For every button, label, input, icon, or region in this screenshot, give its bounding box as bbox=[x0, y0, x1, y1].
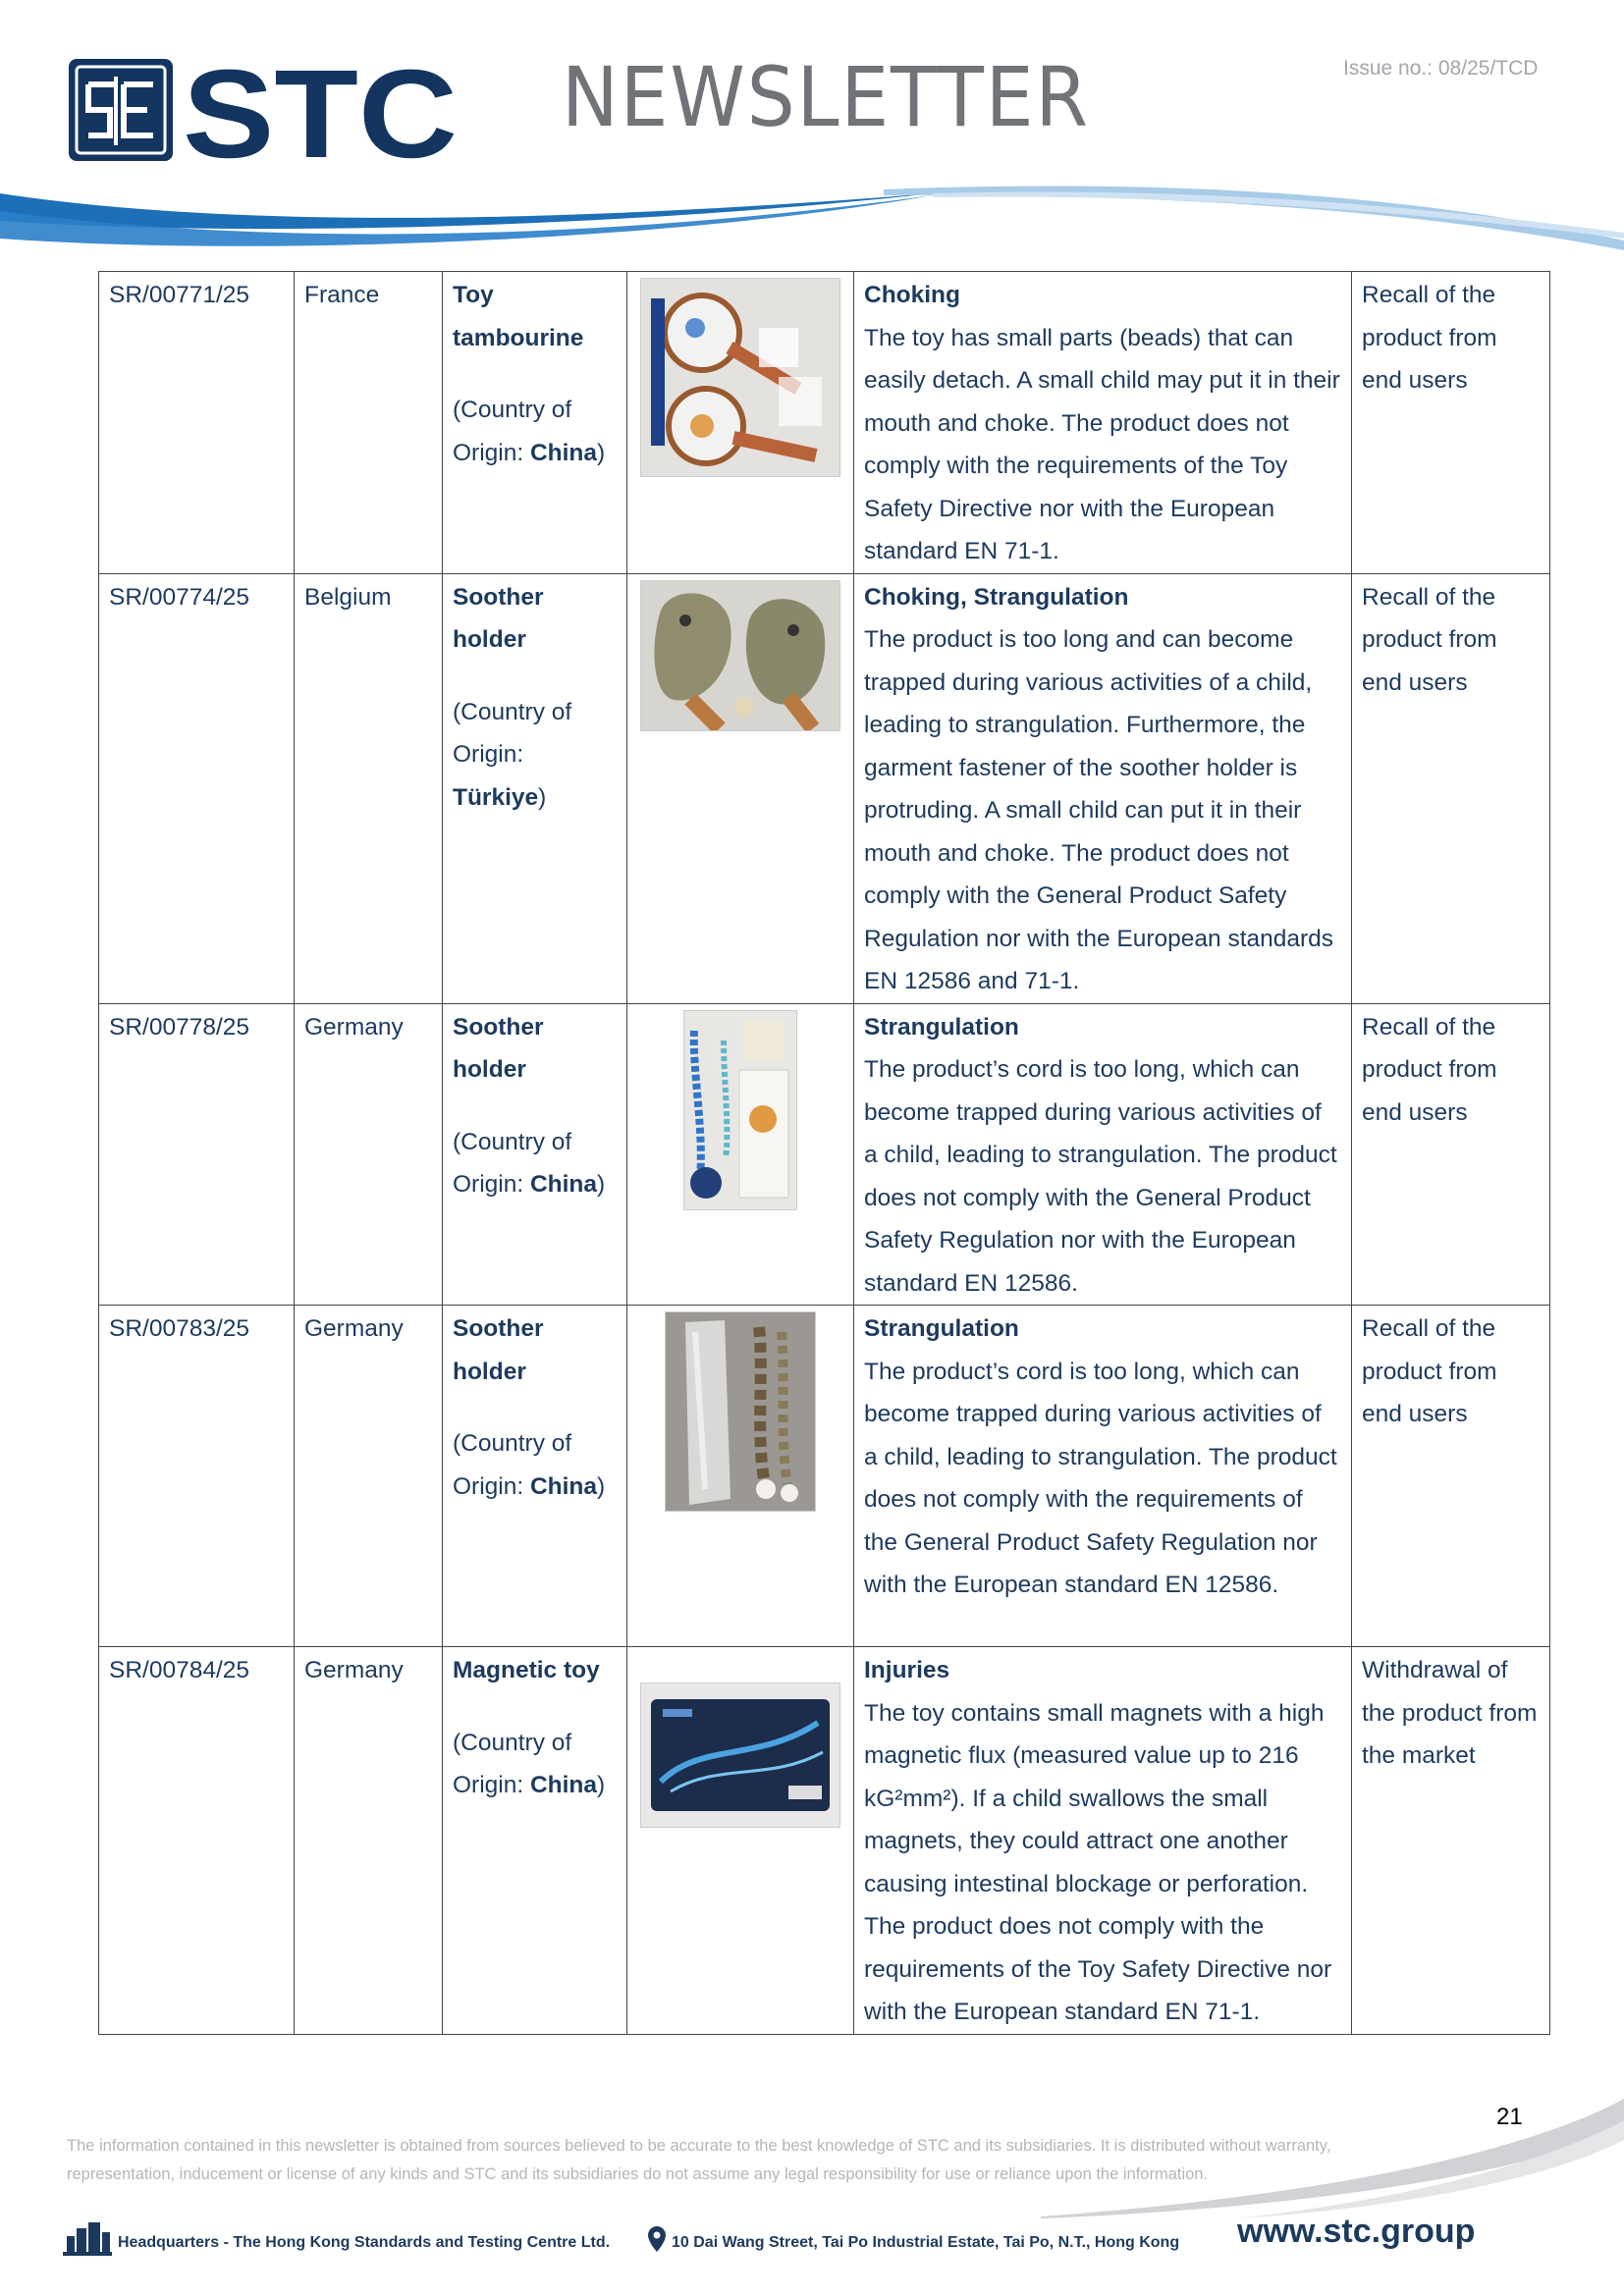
risk-description: The product’s cord is too long, which can become trapped during various activities of a child, leading to strangulation. The product does not comply with the General Product Safety Regulation nor with the European standard EN 12586. bbox=[864, 1056, 1337, 1297]
product-cell bbox=[443, 573, 627, 1003]
risk-description: The product is too long and can become trapped during various activities of a child, leading to strangulation. Furthermore, the garment fastener of the soother holder is protruding. A small child can put it in their mouth and choke. The product does not comply with the General Product Safety Regulation nor with the European standards EN 12586 and 71-1. bbox=[864, 626, 1334, 994]
website-link[interactable]: www.stc.group bbox=[1237, 2213, 1476, 2250]
measures-taken: Recall of the product from end users bbox=[1352, 272, 1550, 574]
product-name-cont: tambourine bbox=[453, 324, 584, 351]
product-image-cell bbox=[627, 573, 854, 1003]
origin-country: Türkiye bbox=[453, 783, 539, 811]
origin-line: Origin: China) bbox=[453, 439, 606, 466]
product-name: Magnetic toy bbox=[453, 1657, 600, 1683]
notifying-country: Germany bbox=[295, 1306, 443, 1647]
product-cell bbox=[443, 272, 627, 574]
product-name-cont: holder bbox=[453, 626, 526, 653]
logo-text: STC bbox=[183, 57, 458, 165]
product-image-cell bbox=[627, 1306, 854, 1647]
page-number: 21 bbox=[1496, 2104, 1523, 2130]
table-row bbox=[99, 1647, 1550, 2035]
table-row bbox=[99, 272, 1550, 574]
address-text: 10 Dai Wang Street, Tai Po Industrial Estate, Tai Po, N.T., Hong Kong bbox=[672, 2234, 1180, 2251]
origin-line: Origin: China) bbox=[453, 1171, 606, 1198]
notifying-country: Germany bbox=[295, 1647, 443, 2035]
reference-number: SR/00778/25 bbox=[99, 1003, 295, 1306]
table-row bbox=[99, 1306, 1550, 1647]
product-name: Toy bbox=[453, 282, 494, 308]
risk-cell bbox=[854, 1647, 1352, 2035]
location-pin-icon bbox=[648, 2226, 666, 2252]
risk-type: Injuries bbox=[864, 1657, 950, 1683]
product-name: Soother bbox=[453, 583, 544, 611]
soother-holder-photo-icon bbox=[683, 1010, 797, 1210]
table-row bbox=[99, 573, 1550, 1003]
reference-number: SR/00783/25 bbox=[99, 1306, 295, 1647]
product-name: Soother bbox=[453, 1315, 544, 1342]
header-swoosh bbox=[0, 182, 1624, 260]
product-image-cell bbox=[627, 1647, 854, 2035]
origin-line: Origin: China) bbox=[453, 1472, 606, 1500]
reference-number: SR/00771/25 bbox=[99, 272, 295, 574]
product-cell bbox=[443, 1647, 627, 2035]
product-cell bbox=[443, 1306, 627, 1647]
magnetic-toy-photo-icon bbox=[640, 1682, 840, 1828]
reference-number: SR/00774/25 bbox=[99, 573, 295, 1003]
product-name: Soother bbox=[453, 1013, 544, 1041]
reference-number: SR/00784/25 bbox=[99, 1647, 295, 2035]
risk-cell bbox=[854, 573, 1352, 1003]
product-name-cont: holder bbox=[453, 1056, 526, 1083]
building-icon bbox=[63, 2222, 112, 2256]
risk-description: The product’s cord is too long, which can become trapped during various activities of a child, leading to strangulation. The product does not comply with the requirements of the General Product Safety Regulation nor with the European standard EN 12586. bbox=[864, 1358, 1337, 1598]
origin-country: China bbox=[529, 1772, 598, 1798]
origin-label: Origin: bbox=[453, 741, 524, 768]
risk-cell bbox=[854, 272, 1352, 574]
product-image-cell bbox=[627, 272, 854, 574]
origin-prefix: (Country of bbox=[453, 397, 572, 423]
risk-type: Strangulation bbox=[864, 1013, 1019, 1041]
notifying-country: France bbox=[295, 272, 443, 574]
product-name-cont: holder bbox=[453, 1358, 526, 1385]
product-image-cell bbox=[627, 1003, 854, 1306]
measures-taken: Recall of the product from end users bbox=[1352, 573, 1550, 1003]
product-cell bbox=[443, 1003, 627, 1306]
origin-country: China bbox=[529, 1171, 598, 1198]
measures-taken: Recall of the product from end users bbox=[1352, 1306, 1550, 1647]
table-row bbox=[99, 1003, 1550, 1306]
toy-tambourine-photo-icon bbox=[640, 278, 840, 477]
soother-holder-photo-icon bbox=[665, 1311, 816, 1512]
origin-country: China bbox=[529, 1472, 598, 1500]
soother-holder-photo-icon bbox=[640, 580, 840, 731]
origin-prefix: (Country of bbox=[453, 1729, 572, 1756]
notifying-country: Germany bbox=[295, 1003, 443, 1306]
origin-country: China bbox=[529, 439, 598, 466]
notifying-country: Belgium bbox=[295, 573, 443, 1003]
risk-cell bbox=[854, 1003, 1352, 1306]
measures-taken: Withdrawal of the product from the market bbox=[1352, 1647, 1550, 2035]
newsletter-title: NEWSLETTER bbox=[562, 49, 1090, 145]
measures-taken: Recall of the product from end users bbox=[1352, 1003, 1550, 1306]
risk-type: Choking bbox=[864, 282, 960, 308]
stc-logo bbox=[67, 57, 460, 165]
risk-description: The toy has small parts (beads) that can easily detach. A small child may put it in their mouth and choke. The product does not comply with the requirements of the Toy Safety Directive nor with the European standard EN 71-1. bbox=[864, 324, 1340, 564]
disclaimer: The information contained in this newsletter is obtained from sources believed to be accurate to the best knowledge of STC and its subsidiaries. It is distributed without warranty, representation, inducement or license of any kinds and STC and its subsidiaries do not assume any legal responsibility for use or reliance upon the information. bbox=[67, 2137, 1331, 2183]
origin-line: Türkiye) bbox=[453, 783, 547, 811]
origin-line: Origin: China) bbox=[453, 1772, 606, 1798]
origin-prefix: (Country of bbox=[453, 1128, 572, 1155]
risk-description: The toy contains small magnets with a high magnetic flux (measured value up to 216 kG²mm²). If a child swallows the small magnets, they could attract one another causing intestinal blockage or perforation. The product does not comply with the requirements of the Toy Safety Directive nor with the European standard EN 71-1. bbox=[864, 1699, 1332, 2025]
origin-prefix: (Country of bbox=[453, 698, 572, 725]
issue-number: Issue no.: 08/25/TCD bbox=[1343, 57, 1539, 80]
origin-prefix: (Country of bbox=[453, 1430, 572, 1457]
risk-type: Choking, Strangulation bbox=[864, 583, 1129, 611]
risk-type: Strangulation bbox=[864, 1315, 1019, 1342]
headquarters-text: Headquarters - The Hong Kong Standards and Testing Centre Ltd. bbox=[118, 2234, 611, 2251]
recall-table bbox=[98, 271, 1550, 2035]
risk-cell bbox=[854, 1306, 1352, 1647]
